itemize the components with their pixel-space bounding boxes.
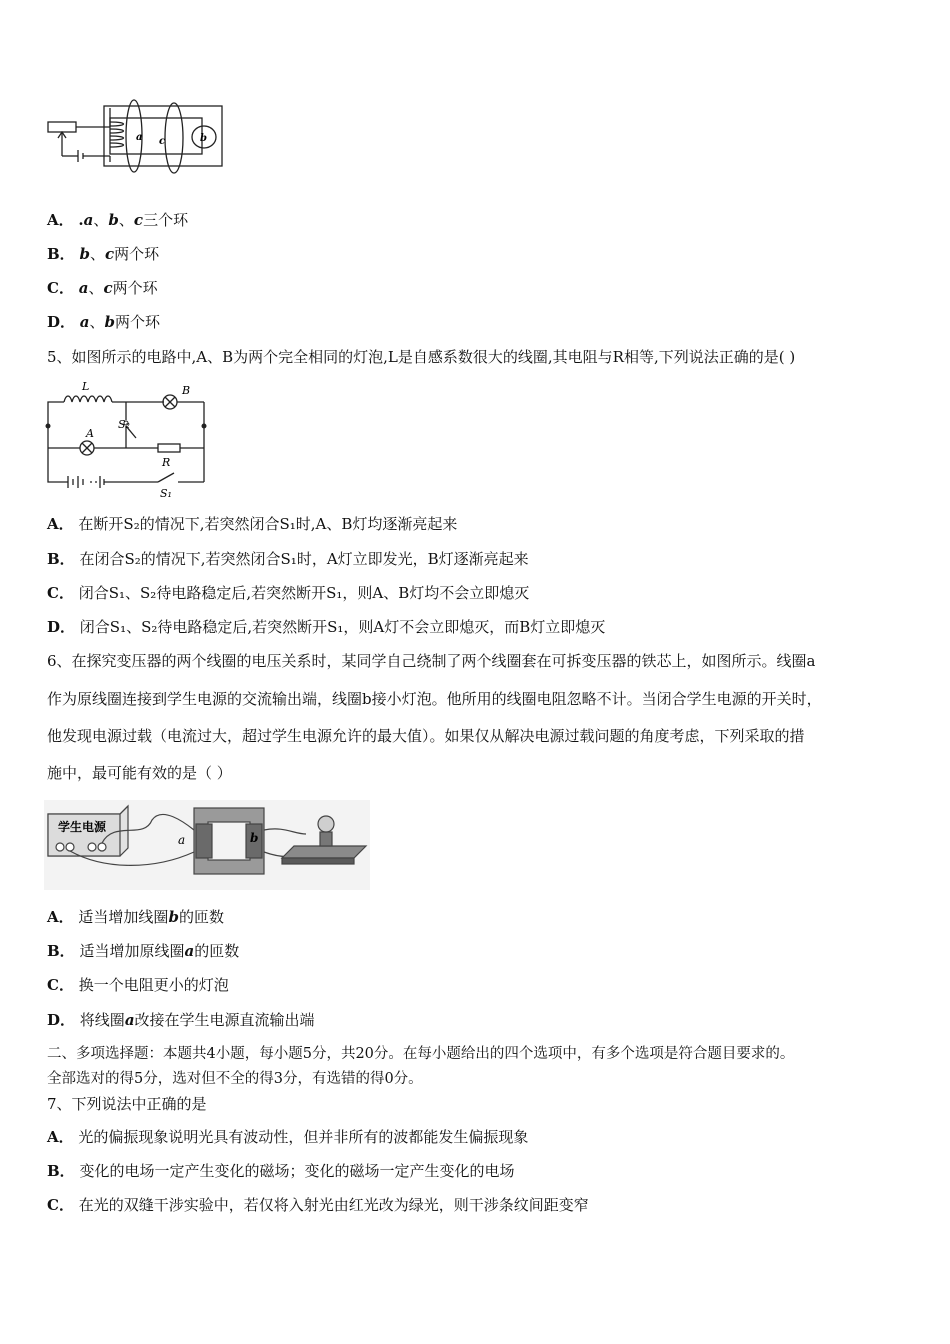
- q7-option-c[interactable]: [47, 1195, 589, 1215]
- section2-heading-line-1: 二、多项选择题：本题共4小题，每小题5分，共20分。在每小题给出的四个选项中，有多个选项是符合题目要求的。: [47, 1046, 795, 1062]
- q5-option-c-letter: C．: [47, 584, 74, 602]
- q7-option-c-text: 在光的双缝干涉实验中，若仅将入射光由红光改为绿光，则干涉条纹间距变窄: [78, 1196, 589, 1214]
- q4-option-b-p0: b: [79, 245, 90, 263]
- q6-option-d-p1: a: [124, 1011, 135, 1029]
- q4-option-a-p5: 三个环: [143, 211, 189, 229]
- q6-transformer-figure: [44, 800, 370, 890]
- q5-label-s1: S₁: [160, 487, 172, 500]
- q4-option-c-p3: 两个环: [112, 279, 158, 297]
- q4-option-b-p3: 两个环: [114, 245, 160, 263]
- q4-option-a-letter: A．: [47, 211, 74, 229]
- q4-option-d-p3: 两个环: [115, 313, 161, 331]
- q5-label-a: A: [86, 427, 94, 440]
- q6-label-b: b: [250, 831, 259, 845]
- q5-option-d-text: 闭合S₁、S₂待电路稳定后,若突然断开S₁，则A灯不会立即熄灭，而B灯立即熄灭: [79, 618, 606, 636]
- q5-stem: 5、如图所示的电路中,A、B为两个完全相同的灯泡,L是自感系数很大的线圈,其电阻与R相等,下列说法正确的是( ): [47, 348, 796, 366]
- q5-option-a[interactable]: [47, 514, 457, 534]
- q4-label-b: b: [200, 133, 207, 144]
- q7-option-c-letter: C．: [47, 1196, 74, 1214]
- q4-label-c: c: [159, 136, 166, 147]
- q7-option-a[interactable]: [47, 1127, 528, 1147]
- q6-option-a-p1: b: [168, 908, 179, 926]
- section2-heading-line-2: 全部选对的得5分，选对但不全的得3分，有选错的得0分。: [47, 1071, 423, 1087]
- q4-option-a-p3: 、: [118, 211, 134, 229]
- q6-label-a: a: [178, 833, 186, 847]
- q6-option-b[interactable]: [47, 941, 239, 961]
- q6-option-b-p2: 的匝数: [194, 942, 240, 960]
- q5-circuit-figure: [40, 376, 212, 500]
- q4-option-b-letter: B．: [47, 245, 75, 263]
- q4-option-c-p1: 、: [88, 279, 104, 297]
- q7-option-b-letter: B．: [47, 1162, 75, 1180]
- q6-stem-line-1: 6、在探究变压器的两个线圈的电压关系时，某同学自己绕制了两个线圈套在可拆变压器的铁芯上，如图所示。线圈a: [47, 652, 816, 670]
- q6-option-c-p0: 换一个电阻更小的灯泡: [78, 976, 229, 994]
- q6-stem-line-4: 施中，最可能有效的是（ ）: [47, 764, 232, 782]
- q6-power-label: 学生电源: [58, 820, 107, 834]
- q4-option-a-dot: .: [78, 211, 84, 229]
- q5-option-d[interactable]: [47, 617, 605, 637]
- q5-option-b[interactable]: [47, 549, 529, 569]
- q6-option-b-p0: 适当增加原线圈: [79, 942, 185, 960]
- q4-option-b[interactable]: [47, 244, 159, 264]
- q6-option-b-letter: B．: [47, 942, 75, 960]
- q6-option-a-p0: 适当增加线圈: [78, 908, 169, 926]
- q4-option-a-p2: b: [108, 211, 119, 229]
- q4-option-d-p1: 、: [89, 313, 105, 331]
- q4-option-d-p0: a: [79, 313, 90, 331]
- q6-option-c-letter: C．: [47, 976, 74, 994]
- q5-label-s2: S₂: [118, 418, 130, 431]
- q4-option-d-p2: b: [104, 313, 116, 331]
- q5-option-a-text: 在断开S₂的情况下,若突然闭合S₁时,A、B灯均逐渐亮起来: [78, 515, 458, 533]
- q6-option-d-letter: D．: [47, 1011, 76, 1029]
- q6-stem-line-3: 他发现电源过载（电流过大，超过学生电源允许的最大值）。如果仅从解决电源过载问题的角度考虑，下列采取的措: [47, 727, 805, 745]
- q4-option-a-p4: c: [133, 211, 144, 229]
- q4-option-c-letter: C．: [47, 279, 74, 297]
- q4-option-b-p1: 、: [89, 245, 105, 263]
- q5-option-b-text: 在闭合S₂的情况下,若突然闭合S₁时，A灯立即发光，B灯逐渐亮起来: [79, 550, 529, 568]
- q4-option-d-letter: D．: [47, 313, 76, 331]
- q5-option-c-text: 闭合S₁、S₂待电路稳定后,若突然断开S₁，则A、B灯均不会立即熄灭: [78, 584, 530, 602]
- q4-option-a[interactable]: [47, 210, 188, 230]
- q5-label-b: B: [182, 384, 191, 397]
- q7-option-b[interactable]: [47, 1161, 514, 1181]
- q5-option-d-letter: D．: [47, 618, 76, 636]
- q4-option-c[interactable]: [47, 278, 158, 298]
- q4-label-a: a: [136, 132, 143, 143]
- q6-option-b-p1: a: [184, 942, 195, 960]
- q7-option-a-letter: A．: [47, 1128, 74, 1146]
- q5-option-b-letter: B．: [47, 550, 75, 568]
- q6-option-a-letter: A．: [47, 908, 74, 926]
- q4-ring-figure: [44, 98, 226, 176]
- q4-option-a-p0: a: [83, 211, 94, 229]
- q6-option-a-p2: 的匝数: [178, 908, 224, 926]
- q6-option-a[interactable]: [47, 907, 224, 927]
- q4-option-c-p2: c: [103, 279, 113, 297]
- q4-option-b-p2: c: [104, 245, 115, 263]
- q6-option-d-p2: 改接在学生电源直流输出端: [134, 1011, 315, 1029]
- q5-label-r: R: [162, 456, 171, 469]
- q4-option-d[interactable]: [47, 312, 160, 332]
- q7-option-b-text: 变化的电场一定产生变化的磁场；变化的磁场一定产生变化的电场: [79, 1162, 515, 1180]
- q5-option-a-letter: A．: [47, 515, 74, 533]
- q6-option-d[interactable]: [47, 1010, 315, 1030]
- q4-option-a-p1: 、: [93, 211, 109, 229]
- q7-option-a-text: 光的偏振现象说明光具有波动性，但并非所有的波都能发生偏振现象: [78, 1128, 529, 1146]
- q4-option-c-p0: a: [78, 279, 89, 297]
- q5-label-l: L: [82, 380, 90, 393]
- q5-option-c[interactable]: [47, 583, 529, 603]
- q6-option-c[interactable]: [47, 975, 229, 995]
- q6-option-d-p0: 将线圈: [79, 1011, 125, 1029]
- q7-stem: 7、下列说法中正确的是: [47, 1095, 207, 1113]
- q6-stem-line-2: 作为原线圈连接到学生电源的交流输出端，线圈b接小灯泡。他所用的线圈电阻忽略不计。当闭合学生电源的开关时，: [47, 690, 822, 708]
